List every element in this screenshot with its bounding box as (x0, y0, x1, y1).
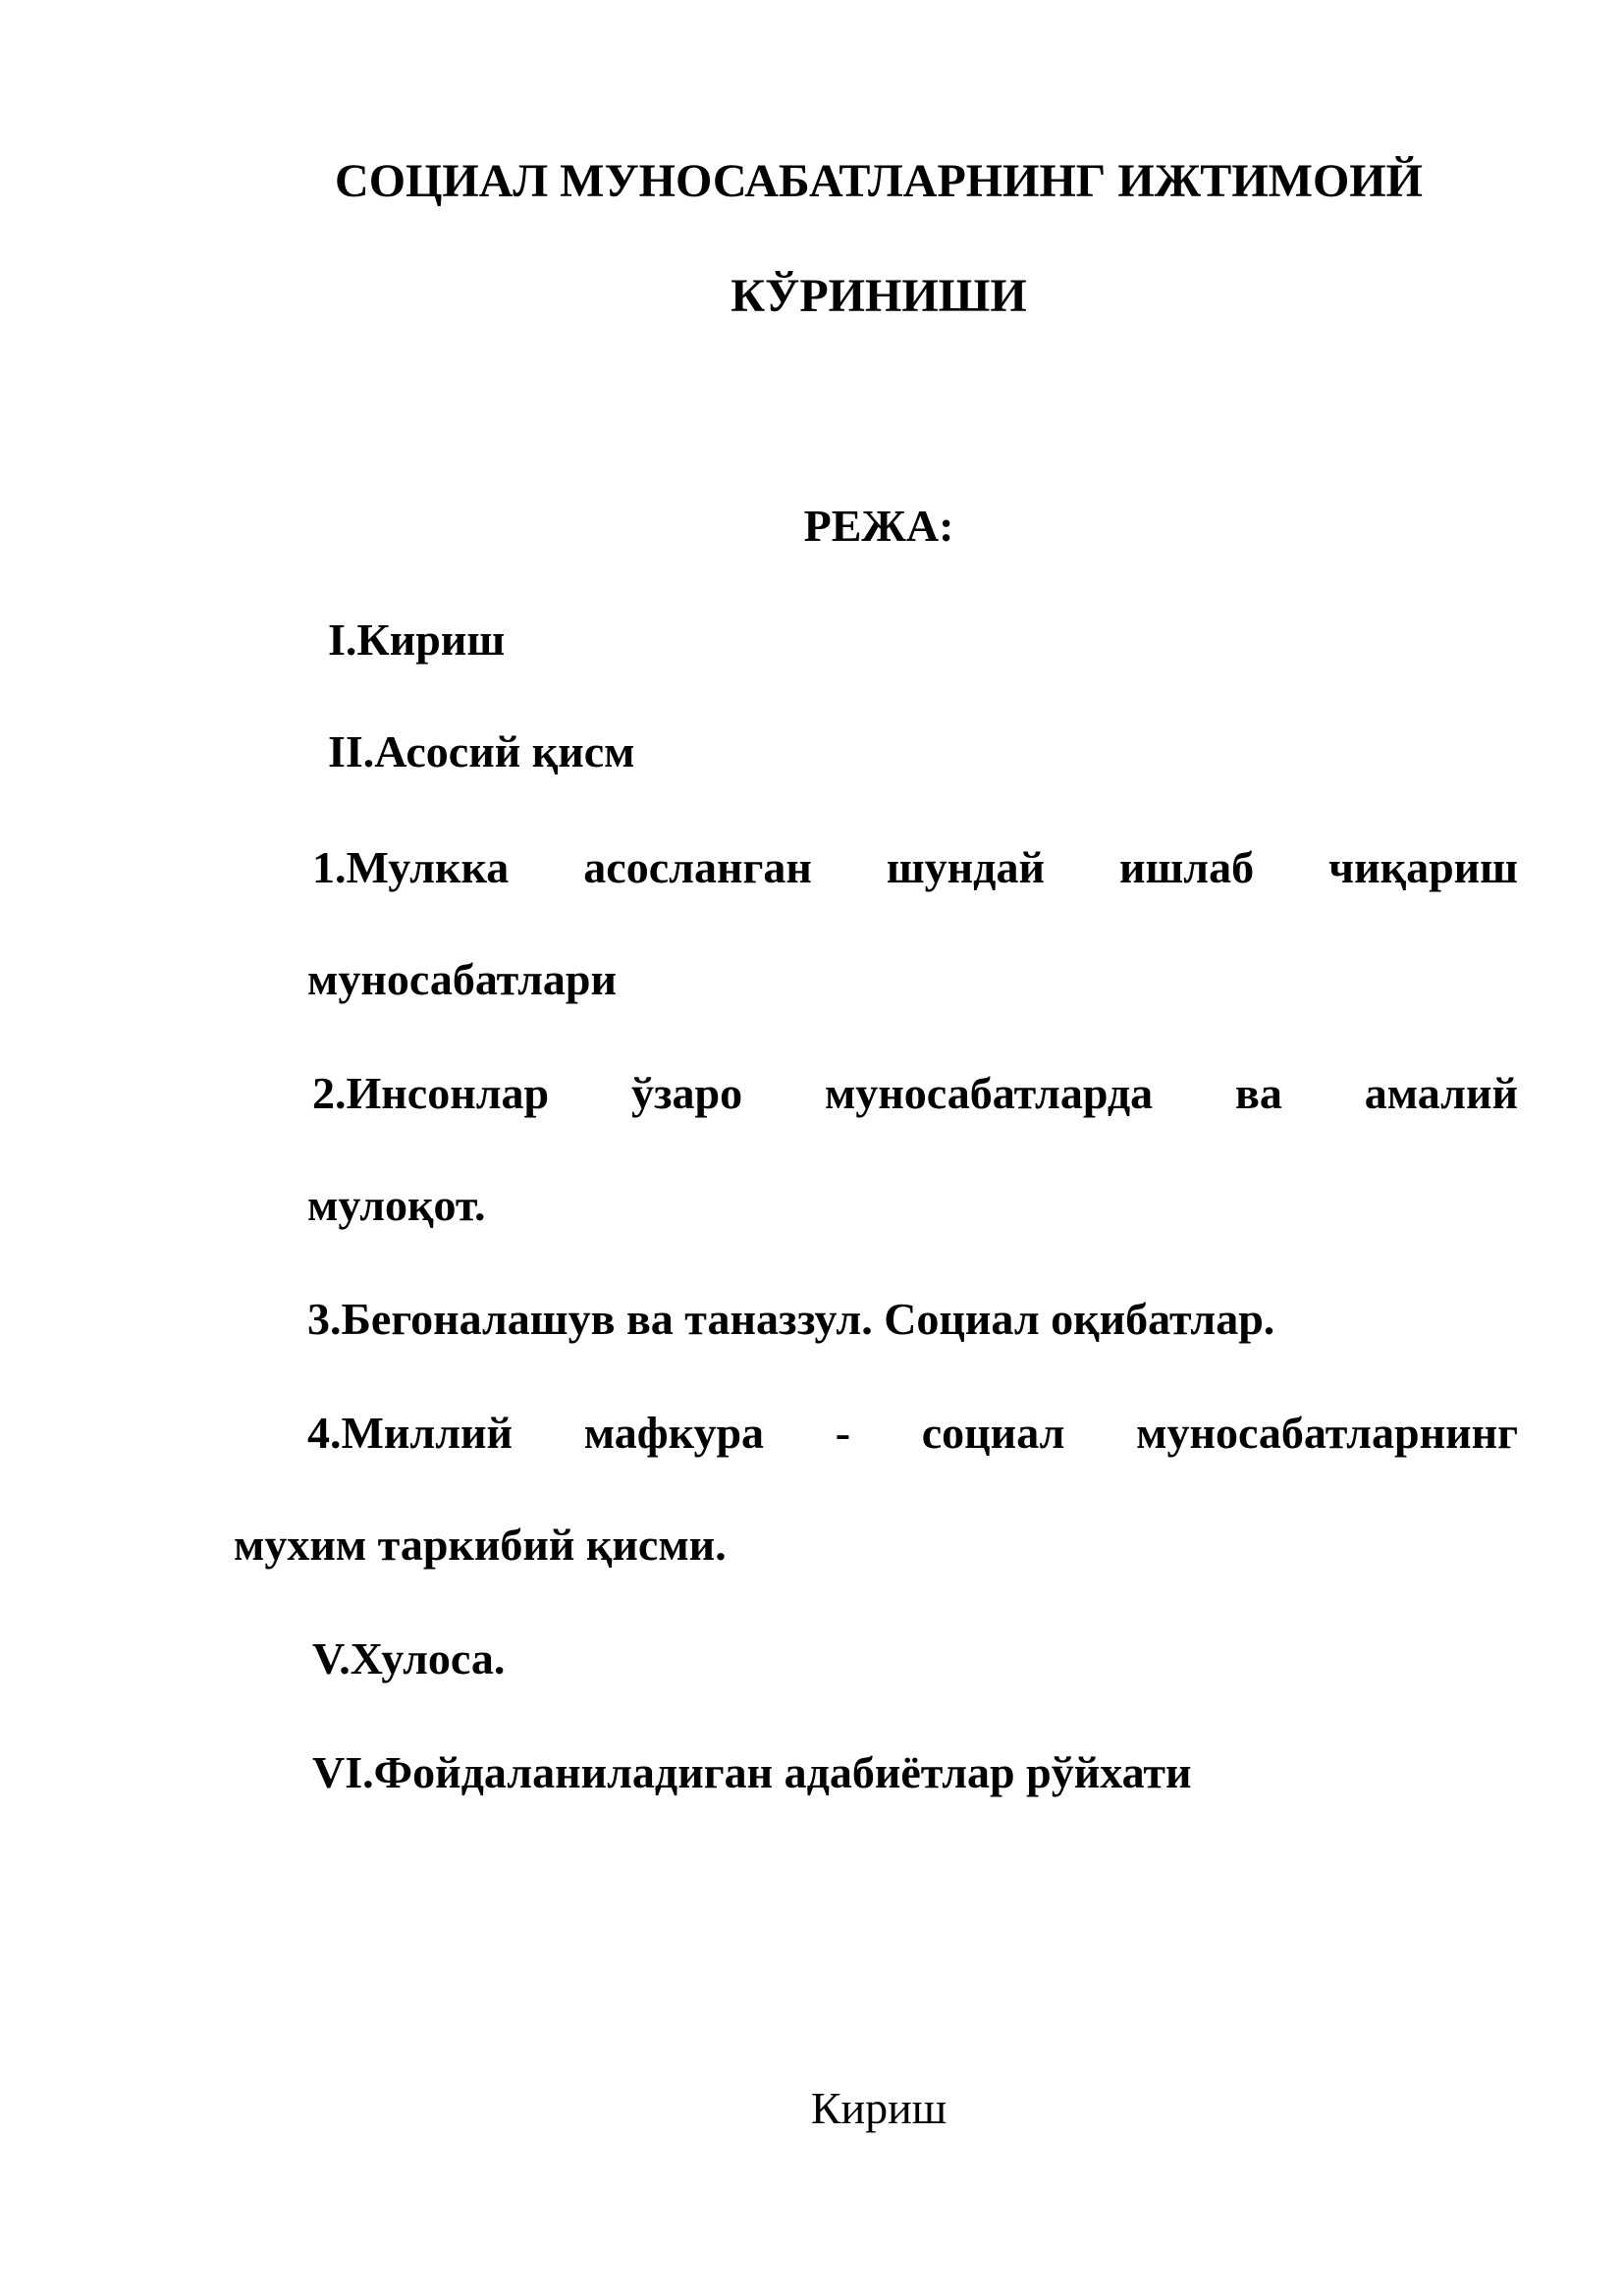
word: муносабатларда (824, 1068, 1154, 1118)
word: муносабатларнинг (1136, 1408, 1518, 1458)
word: 1.Мулкка (312, 842, 510, 892)
plan-item-4-line-2: мухим таркибий қисми. (234, 1520, 727, 1570)
word: - (835, 1408, 851, 1458)
plan-item-3: 3.Бегоналашув ва таназзул. Социал оқибатлар. (307, 1294, 1275, 1344)
plan-item-4-line-1 (307, 1404, 1518, 1463)
plan-item-references: VI.Фойдаланиладиган адабиётлар рўйхати (312, 1747, 1192, 1797)
plan-item-2-line-1 (312, 1064, 1518, 1123)
word: амалий (1364, 1068, 1518, 1118)
plan-item-conclusion: V.Хулоса. (312, 1633, 506, 1683)
document-title-line-1: СОЦИАЛ МУНОСАБАТЛАРНИНГ ИЖТИМОИЙ (335, 155, 1423, 207)
word: мафкура (583, 1408, 765, 1458)
word: ва (1235, 1068, 1282, 1118)
plan-item-intro: I.Кириш (328, 614, 506, 665)
document-title-line-2: КЎРИНИШИ (731, 270, 1027, 322)
word: 4.Миллий (307, 1408, 514, 1458)
plan-item-1-line-1 (312, 838, 1518, 897)
word: ўзаро (631, 1068, 743, 1118)
word: асосланган (583, 842, 812, 892)
word: чиқариш (1328, 842, 1518, 892)
plan-item-2-line-2: мулоқот. (307, 1180, 486, 1230)
word: 2.Инсонлар (312, 1068, 550, 1118)
word: ишлаб (1118, 842, 1255, 892)
section-heading-intro: Кириш (810, 2083, 947, 2133)
plan-item-main-part: II.Асосий қисм (328, 726, 635, 776)
word: шундай (886, 842, 1045, 892)
plan-heading: РЕЖА: (803, 501, 954, 551)
word: социал (921, 1408, 1065, 1458)
plan-item-1-line-2: муносабатлари (307, 954, 617, 1004)
